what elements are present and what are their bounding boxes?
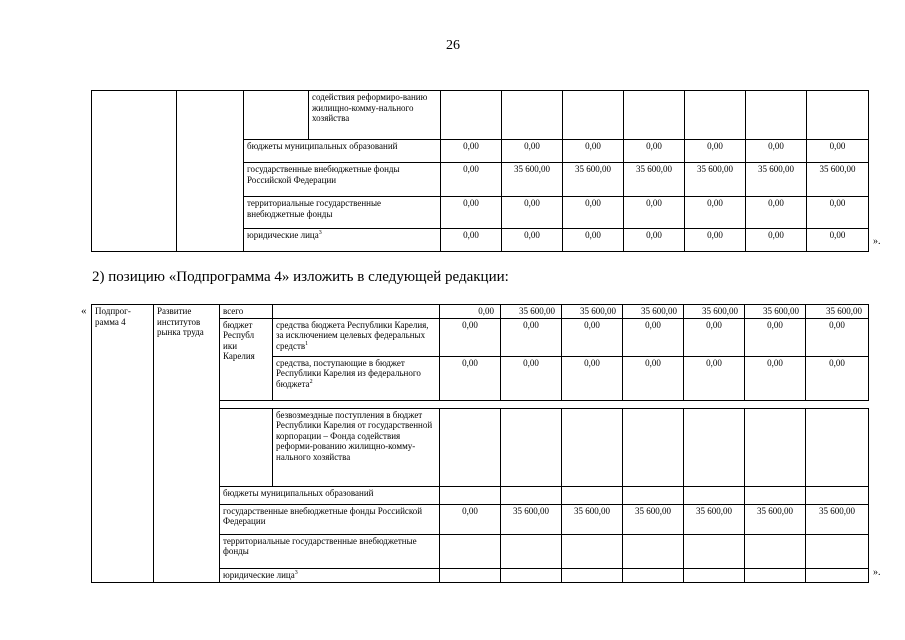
value-cell [441,91,502,140]
continuation-table [91,90,869,252]
empty-cell [273,305,440,319]
source-cell [244,91,309,140]
row-label [244,229,441,252]
row-label-text: юридические лица [247,230,319,240]
value-cell: 35 600,00 [745,305,806,319]
row-label: бюджеты муниципальных образований [244,140,441,163]
value-cell [623,408,684,486]
value-cell [501,408,562,486]
value-cell: 35 600,00 [623,504,684,534]
row-label [273,318,440,356]
section-heading: 2) позицию «Подпрограмма 4» изложить в следующей редакции: [92,269,509,285]
value-cell: 0,00 [501,356,562,400]
value-cell [562,486,623,504]
value-cell: 35 600,00 [806,504,869,534]
table-row [92,91,869,140]
value-cell [684,486,745,504]
title-cell [177,91,244,252]
value-cell [440,534,501,568]
program-cell-continued [92,408,154,582]
value-cell [563,91,624,140]
row-label-text: средства бюджета Республики Карелия, за исключением целевых федеральных средств [276,319,429,351]
subprogram-table [91,304,869,583]
row-label-text: юридические лица [223,569,295,580]
value-cell: 0,00 [441,140,502,163]
value-cell: 35 600,00 [745,504,806,534]
value-cell: 0,00 [441,197,502,229]
footnote-mark: 2 [309,378,313,385]
closing-quote: ». [873,567,881,578]
total-label: всего [220,305,273,319]
value-cell: 0,00 [807,229,869,252]
value-cell: 35 600,00 [684,504,745,534]
value-cell: 0,00 [746,197,807,229]
row-label: территориальные государственные внебюджетные фонды [220,534,440,568]
value-cell: 0,00 [501,318,562,356]
value-cell: 0,00 [684,356,745,400]
value-cell: 0,00 [746,140,807,163]
spacer-cell [220,400,869,408]
value-cell: 0,00 [563,197,624,229]
value-cell: 0,00 [441,229,502,252]
value-cell [745,534,806,568]
value-cell [806,486,869,504]
footnote-mark: 3 [318,230,322,236]
closing-quote: ». [873,236,881,247]
value-cell: 0,00 [685,140,746,163]
value-cell: 0,00 [807,140,869,163]
value-cell: 35 600,00 [684,305,745,319]
value-cell: 0,00 [685,229,746,252]
value-cell [440,486,501,504]
value-cell: 0,00 [440,356,501,400]
value-cell [440,408,501,486]
value-cell [745,486,806,504]
value-cell: 35 600,00 [563,163,624,197]
value-cell [623,568,684,582]
value-cell [440,568,501,582]
value-cell [806,534,869,568]
row-label: содействия реформиро-ванию жилищно-комму-нального хозяйства [309,91,441,140]
value-cell: 0,00 [807,197,869,229]
footnote-mark: 3 [294,569,298,576]
value-cell [746,91,807,140]
value-cell: 35 600,00 [807,163,869,197]
value-cell: 0,00 [441,163,502,197]
value-cell [745,568,806,582]
value-cell [501,568,562,582]
value-cell: 35 600,00 [806,305,869,319]
value-cell: 35 600,00 [502,163,563,197]
row-label: бюджеты муниципальных образований [220,486,440,504]
value-cell: 0,00 [806,318,869,356]
page-number: 26 [446,38,460,53]
row-label [220,568,440,582]
value-cell [684,568,745,582]
value-cell: 35 600,00 [562,305,623,319]
value-cell [806,408,869,486]
value-cell: 35 600,00 [501,504,562,534]
value-cell: 35 600,00 [623,305,684,319]
value-cell: 0,00 [563,140,624,163]
value-cell: 0,00 [440,318,501,356]
value-cell [807,91,869,140]
footnote-mark: 1 [305,340,309,347]
value-cell: 0,00 [624,197,685,229]
row-label: безвозмездные поступления в бюджет Республики Карелия от государственной корпорации – Фонда содействия реформи-рованию жилищно-комму-нального хозяйства [273,408,440,486]
opening-quote: « [81,305,87,317]
value-cell [623,486,684,504]
value-cell: 0,00 [684,318,745,356]
value-cell [562,534,623,568]
value-cell: 0,00 [624,229,685,252]
value-cell: 0,00 [745,318,806,356]
value-cell [806,568,869,582]
value-cell: 0,00 [502,197,563,229]
value-cell: 0,00 [746,229,807,252]
value-cell: 0,00 [440,305,501,319]
value-cell [501,534,562,568]
value-cell: 35 600,00 [624,163,685,197]
value-cell: 0,00 [562,356,623,400]
row-label: государственные внебюджетные фонды Российской Федерации [220,504,440,534]
value-cell [684,534,745,568]
title-cell: Развитие институтов рынка труда [154,305,220,409]
value-cell: 35 600,00 [501,305,562,319]
value-cell [745,408,806,486]
value-cell: 0,00 [623,318,684,356]
value-cell [562,408,623,486]
value-cell: 0,00 [440,504,501,534]
value-cell [623,534,684,568]
value-cell: 0,00 [623,356,684,400]
title-cell-continued [154,408,220,582]
program-cell [92,91,177,252]
value-cell: 0,00 [562,318,623,356]
value-cell [684,408,745,486]
value-cell: 0,00 [806,356,869,400]
value-cell [501,486,562,504]
row-label: территориальные государственные внебюджетные фонды [244,197,441,229]
program-cell: Подпрог-рамма 4 [92,305,154,409]
value-cell [562,568,623,582]
value-cell: 0,00 [624,140,685,163]
value-cell [502,91,563,140]
value-cell: 35 600,00 [562,504,623,534]
value-cell [624,91,685,140]
value-cell: 35 600,00 [746,163,807,197]
row-label-text: средства, поступающие в бюджет Республики Карелия из федерального бюджета [276,357,421,389]
value-cell: 0,00 [685,197,746,229]
table-row [92,408,869,486]
table-row [92,305,869,319]
value-cell: 35 600,00 [685,163,746,197]
value-cell [685,91,746,140]
row-label [273,356,440,400]
value-cell: 0,00 [502,229,563,252]
source-cell [220,408,273,486]
value-cell: 0,00 [563,229,624,252]
rk-budget-label: бюджет Республ ики Карелия [220,318,273,400]
value-cell: 0,00 [502,140,563,163]
row-label: государственные внебюджетные фонды Российской Федерации [244,163,441,197]
value-cell: 0,00 [745,356,806,400]
